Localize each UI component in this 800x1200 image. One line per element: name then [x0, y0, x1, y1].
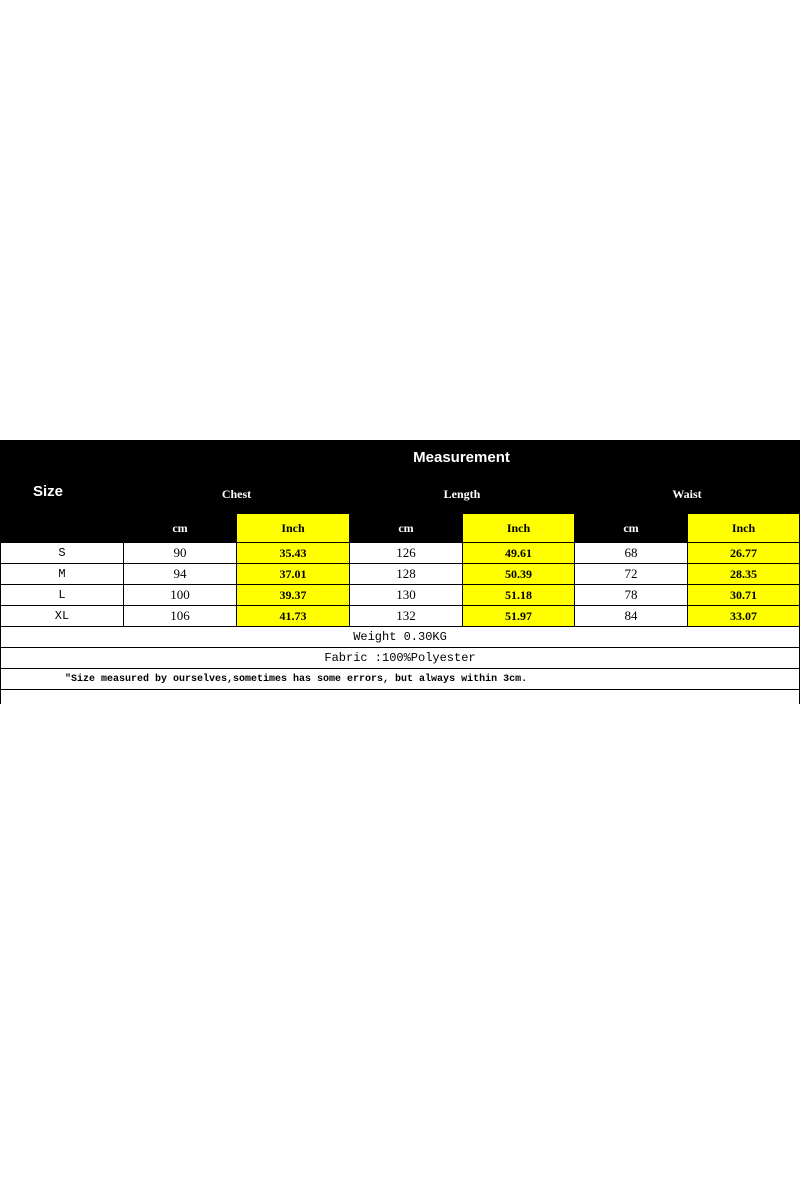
size-chart [0, 440, 800, 712]
waist-cm-value: 68 [575, 543, 688, 564]
chest-header: Chest [124, 475, 350, 514]
waist-inch-value: 26.77 [688, 543, 800, 564]
chest-cm-value: 94 [124, 564, 237, 585]
length-cm-value: 128 [350, 564, 463, 585]
chest-inch-header: Inch [237, 514, 350, 543]
chest-inch-value: 39.37 [237, 585, 350, 606]
empty-row [1, 690, 800, 705]
weight-row [1, 627, 800, 648]
length-cm-header: cm [350, 514, 463, 543]
table-row [1, 543, 800, 564]
fabric-row [1, 648, 800, 669]
waist-inch-value: 33.07 [688, 606, 800, 627]
size-value: L [1, 585, 124, 606]
waist-inch-value: 28.35 [688, 564, 800, 585]
size-header: Size [1, 441, 124, 543]
table-row [1, 564, 800, 585]
length-inch-value: 50.39 [463, 564, 575, 585]
size-value: XL [1, 606, 124, 627]
chest-inch-value: 35.43 [237, 543, 350, 564]
waist-inch-value: 30.71 [688, 585, 800, 606]
waist-cm-value: 84 [575, 606, 688, 627]
size-table [0, 440, 800, 704]
size-value: M [1, 564, 124, 585]
waist-cm-value: 78 [575, 585, 688, 606]
waist-cm-value: 72 [575, 564, 688, 585]
length-inch-value: 51.97 [463, 606, 575, 627]
length-cm-value: 130 [350, 585, 463, 606]
table-row [1, 585, 800, 606]
chest-cm-value: 90 [124, 543, 237, 564]
chest-cm-value: 100 [124, 585, 237, 606]
chest-cm-value: 106 [124, 606, 237, 627]
waist-cm-header: cm [575, 514, 688, 543]
length-cm-value: 132 [350, 606, 463, 627]
size-value: S [1, 543, 124, 564]
chest-cm-header: cm [124, 514, 237, 543]
chest-inch-value: 41.73 [237, 606, 350, 627]
length-header: Length [350, 475, 575, 514]
chest-inch-value: 37.01 [237, 564, 350, 585]
measurement-header: Measurement [124, 441, 800, 475]
size-note-text: "Size measured by ourselves,sometimes has some errors, but always within 3cm. [1, 669, 800, 690]
waist-header: Waist [575, 475, 800, 514]
empty-cell [1, 690, 800, 705]
table-row [1, 606, 800, 627]
length-cm-value: 126 [350, 543, 463, 564]
weight-text: Weight 0.30KG [1, 627, 800, 648]
length-inch-header: Inch [463, 514, 575, 543]
header-row-measurement [1, 441, 800, 475]
note-row [1, 669, 800, 690]
fabric-text: Fabric :100%Polyester [1, 648, 800, 669]
waist-inch-header: Inch [688, 514, 800, 543]
length-inch-value: 49.61 [463, 543, 575, 564]
length-inch-value: 51.18 [463, 585, 575, 606]
